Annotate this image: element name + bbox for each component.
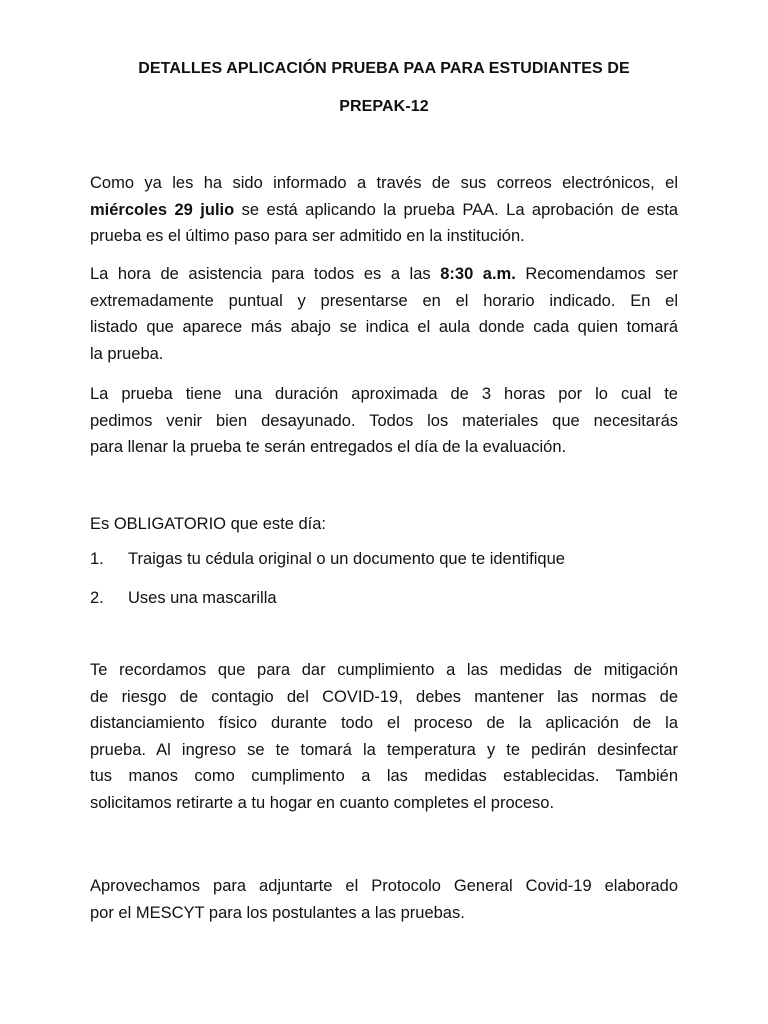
list-number: 2. (90, 589, 104, 607)
paragraph-line: por el MESCYT para los postulantes a las pruebas. (90, 903, 465, 922)
list-item (90, 585, 678, 612)
paragraph-line (90, 197, 678, 224)
paragraph-line: la prueba. (90, 344, 164, 363)
paragraph-covid-measures (90, 657, 678, 816)
paragraph-line: Aprovechamos para adjuntarte el Protocolo General Covid-19 elaborado (90, 877, 678, 895)
list-item (90, 546, 678, 573)
paragraph-line: prueba es el último paso para ser admitido en la institución. (90, 227, 525, 245)
paragraph-text: Recomendamos ser (515, 265, 678, 283)
paragraph-line: solicitamos retirarte a tu hogar en cuanto completes el proceso. (90, 793, 555, 812)
paragraph-protocol (90, 873, 678, 926)
paragraph-line: Te recordamos que para dar cumplimiento a las medidas de mitigación (90, 661, 678, 679)
paragraph-intro (90, 170, 678, 250)
paragraph-duration (90, 381, 678, 461)
paragraph-text: se está aplicando la prueba PAA. La aprobación de esta (234, 200, 678, 219)
paragraph-line: prueba. Al ingreso se te tomará la temperatura y te pedirán desinfectar (90, 740, 678, 759)
date-highlight: miércoles 29 julio (90, 200, 235, 219)
paragraph-mandatory (90, 511, 678, 538)
paragraph-line: pedimos venir bien desayunado. Todos los materiales que necesitarás (90, 411, 678, 430)
document-title-line-2: PREPAK-12 (339, 98, 429, 115)
paragraph-text: La hora de asistencia para todos es a las (90, 265, 441, 283)
paragraph-schedule (90, 261, 678, 367)
paragraph-line: de riesgo de contagio del COVID-19, debes mantener las normas de (90, 687, 678, 706)
paragraph-line: tus manos como cumplimento a las medidas establecidas. También (90, 767, 678, 785)
document-title-line-1: DETALLES APLICACIÓN PRUEBA PAA PARA ESTUDIANTES DE (138, 60, 630, 77)
list-number: 1. (90, 550, 104, 568)
list-text: Uses una mascarilla (128, 589, 277, 607)
paragraph-line: distanciamiento físico durante todo el proceso de la aplicación de la (90, 714, 678, 732)
paragraph-line: Es OBLIGATORIO que este día: (90, 515, 326, 533)
paragraph-line: La prueba tiene una duración aproximada de 3 horas por lo cual te (90, 385, 678, 403)
paragraph-line: Como ya les ha sido informado a través de sus correos electrónicos, el (90, 174, 678, 192)
paragraph-line: para llenar la prueba te serán entregados el día de la evaluación. (90, 438, 567, 456)
paragraph-line: listado que aparece más abajo se indica el aula donde cada quien tomará (90, 318, 678, 336)
paragraph-line (90, 261, 678, 288)
time-highlight: 8:30 a.m. (440, 265, 516, 283)
paragraph-line: extremadamente puntual y presentarse en el horario indicado. En el (90, 291, 678, 310)
list-text: Traigas tu cédula original o un documento que te identifique (128, 550, 565, 568)
